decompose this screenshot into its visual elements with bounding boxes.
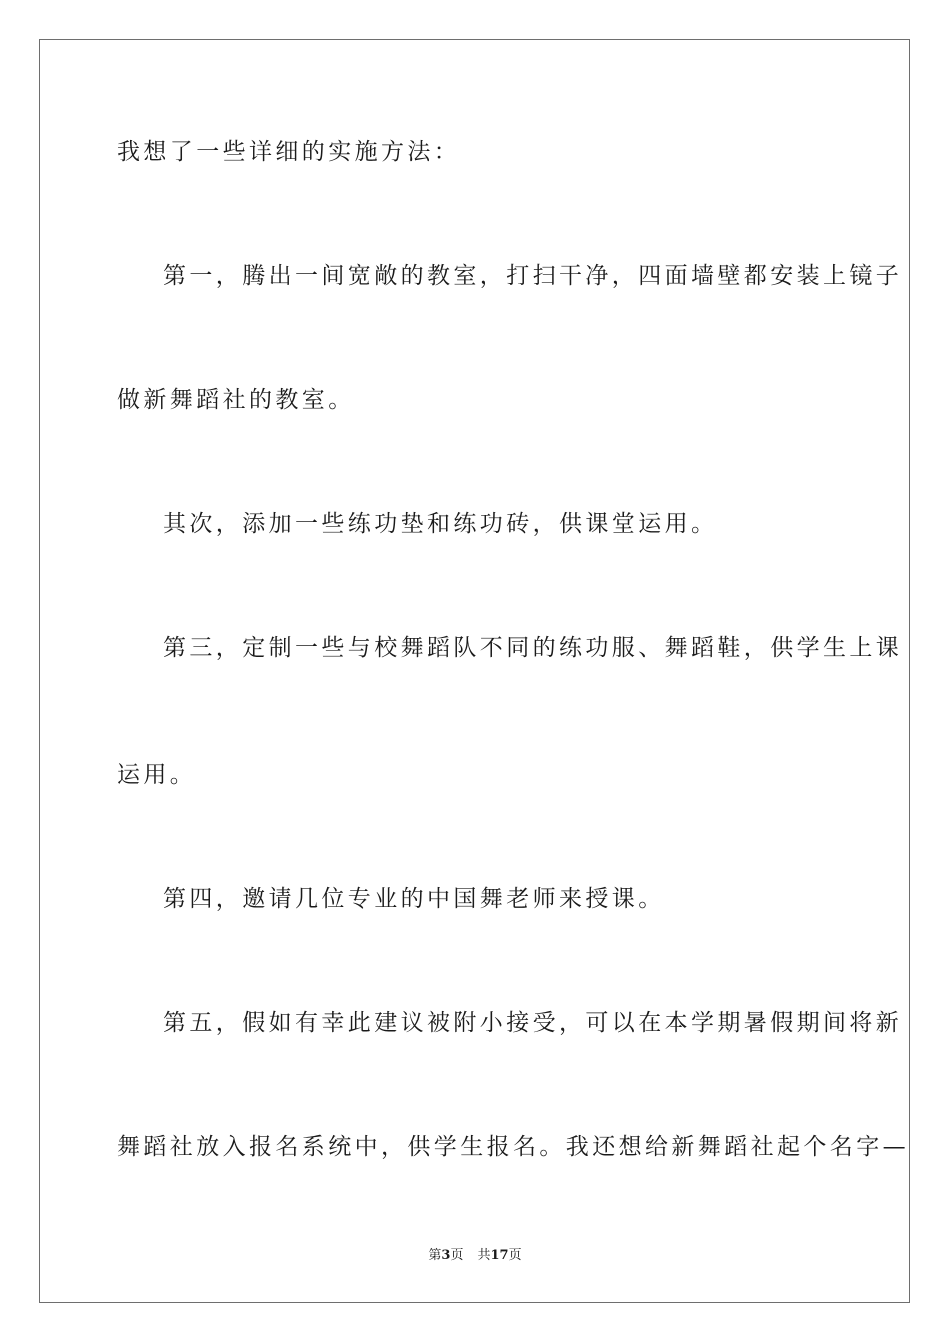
- text-line-7: 第四，邀请几位专业的中国舞老师来授课。: [163, 886, 665, 912]
- text-line-1: 我想了一些详细的实施方法：: [117, 139, 461, 165]
- current-page-number: 3: [441, 1248, 451, 1263]
- text-line-8: 第五，假如有幸此建议被附小接受，可以在本学期暑假期间将新: [163, 1010, 903, 1036]
- text-line-6: 运用。: [117, 762, 197, 788]
- page-footer: [0, 1247, 950, 1265]
- text-line-4: 其次，添加一些练功垫和练功砖，供课堂运用。: [163, 511, 718, 537]
- page-border: [39, 39, 910, 1303]
- total-prefix: 共: [477, 1248, 491, 1263]
- page-prefix: 第: [428, 1248, 442, 1263]
- text-line-3: 做新舞蹈社的教室。: [117, 387, 355, 413]
- total-pages-number: 17: [490, 1248, 509, 1263]
- page-suffix: 页: [450, 1248, 464, 1263]
- text-line-2: 第一，腾出一间宽敞的教室，打扫干净，四面墙壁都安装上镜子: [163, 263, 903, 289]
- text-line-9: 舞蹈社放入报名系统中，供学生报名。我还想给新舞蹈社起个名字—: [117, 1134, 909, 1160]
- text-line-5: 第三，定制一些与校舞蹈队不同的练功服、舞蹈鞋，供学生上课: [163, 635, 903, 661]
- total-suffix: 页: [508, 1248, 522, 1263]
